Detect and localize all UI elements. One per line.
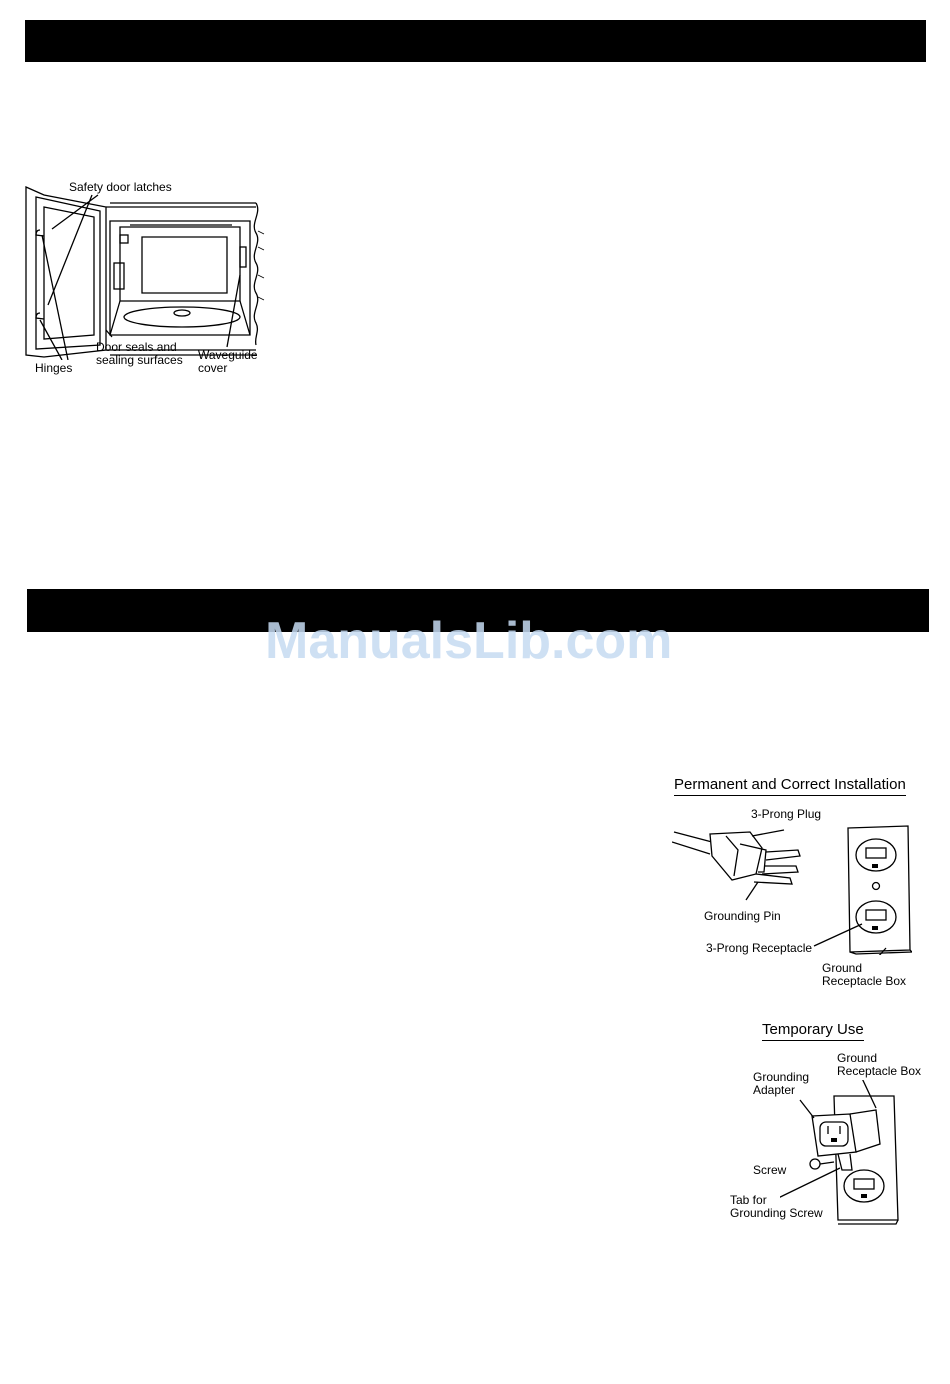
label-grounding-adapter: Grounding Adapter	[753, 1070, 810, 1097]
temporary-use-title: Temporary Use	[762, 1021, 864, 1041]
three-prong-plug-illustration	[672, 820, 912, 955]
microwave-oven-illustration	[22, 185, 282, 360]
label-hinges: Hinges	[35, 361, 73, 375]
label-ground-receptacle-box-temporary: Ground Receptacle Box	[837, 1051, 922, 1078]
label-grounding-pin: Grounding Pin	[704, 909, 781, 923]
label-3-prong-plug: 3-Prong Plug	[751, 807, 822, 821]
header-bar-top	[25, 20, 926, 62]
label-3-prong-receptacle: 3-Prong Receptacle	[706, 941, 813, 955]
watermark: ManualsLib.com	[265, 612, 673, 670]
label-waveguide-cover: Waveguide cover	[198, 348, 258, 375]
label-door-seals: Door seals and sealing surfaces	[96, 340, 183, 367]
label-screw: Screw	[753, 1163, 787, 1177]
label-ground-receptacle-box-permanent: Ground Receptacle Box	[822, 961, 907, 988]
label-tab-for-grounding-screw: Tab for Grounding Screw	[730, 1193, 823, 1220]
label-safety-door-latches: Safety door latches	[69, 180, 172, 194]
permanent-installation-title: Permanent and Correct Installation	[674, 776, 906, 796]
